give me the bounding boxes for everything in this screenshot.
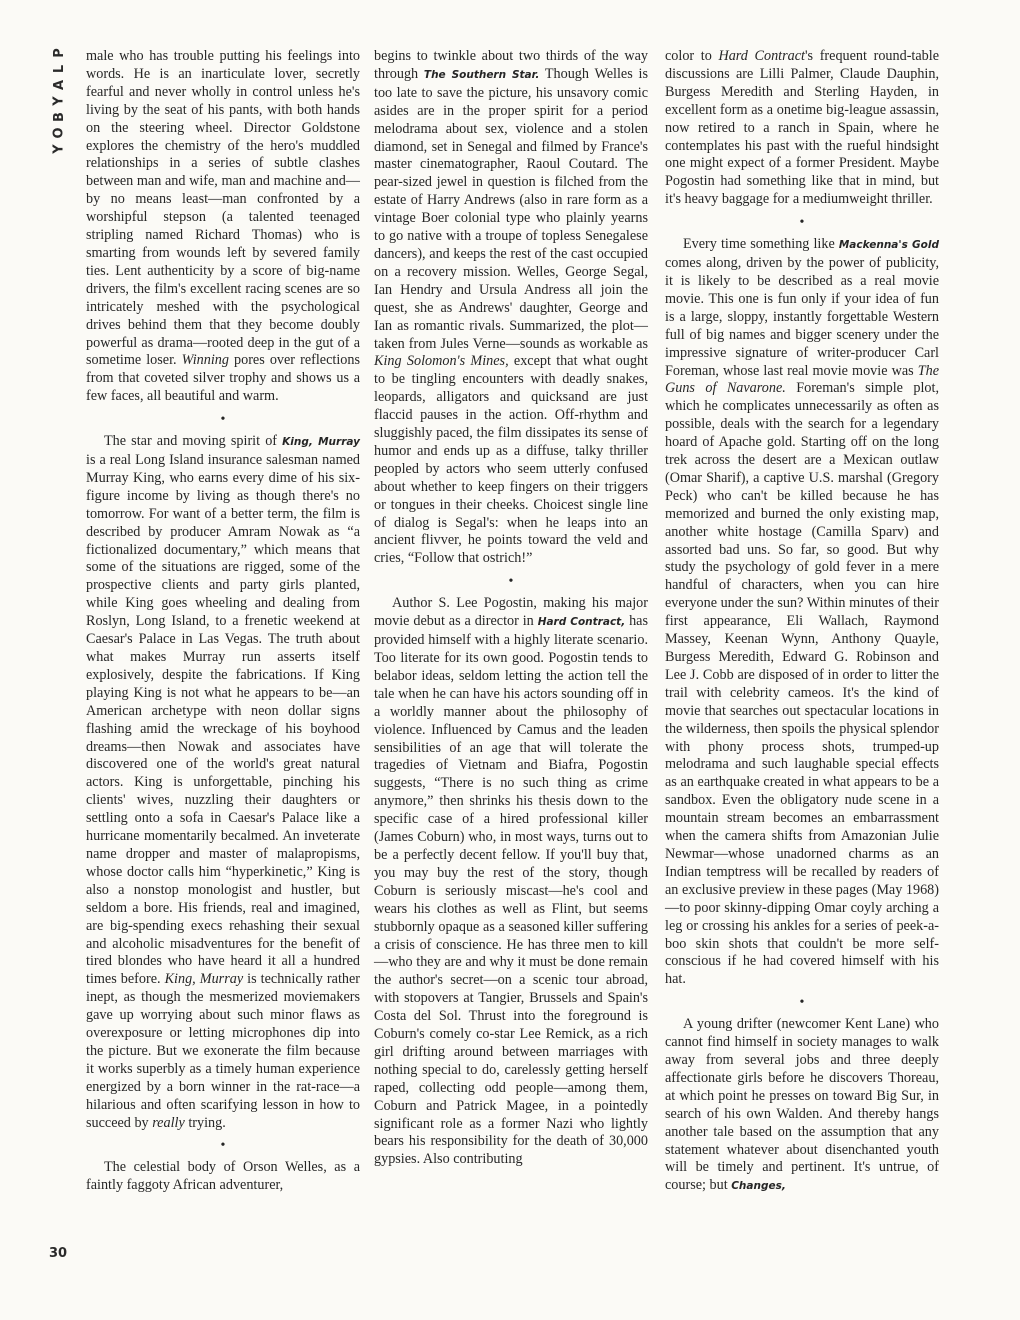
film-title: Hard Contract,	[537, 616, 626, 629]
review-paragraph-hard-contract-end: color to Hard Contract's frequent round-table discussions are Lilli Palmer, Claude Dauphin, Burgess Meredith and Sterling Hayden, in excellent form as a onetime big-league assassin, now retired to a ranch in Spain, where he contemplates his past with the rueful hindsight one might expect of a former President. Maybe Pogostin had something like that in mind, but it's heavy baggage for a mediumweight thriller.	[665, 48, 939, 208]
section-separator: •	[220, 412, 226, 428]
film-title: Mackenna's Gold	[838, 239, 939, 252]
review-paragraph-king-murray: The star and moving spirit of King, Murray is a real Long Island insurance salesman named Murray King, who earns every dime of his six-figure income by living as though there's no tomorrow. For want of a better term, the film is described by producer Amram Nowak as “a fictionalized documentary,” which means that some of the situations are rigged, some of the prospective clients and party girls planted, while King goes wheeling and dealing from Roslyn, Long Island, to a frenetic weekend at Caesar's Palace in Las Vegas. The truth about what makes Murray run asserts itself explosively, despite the fabrications. If King playing King is not what he appears to be—an American archetype with neon dollar signs flashing amid the wreckage of his boyhood dreams—then Nowak and associates have discovered one of the world's great natural actors. King is unforgettable, pinching his clients' wives, nuzzling their daughters or settling onto a sofa in Caesar's Palace like a hurricane momentarily becalmed. An inveterate name dropper and master of malapropisms, whose doctor calls him “hyperkinetic,” King is also a nonstop monologist and hustler, but seldom a bore. His friends, real and imagined, are big-spending execs rehashing their sexual and alcoholic misadventures for the benefit of tired blondes who have heard it all a hundred times before. King, Murray is technically rather inept, as though the mesmerized moviemakers gave up worrying about such minor flaws as overexposure or letting microphones dip into the picture. But we exonerate the film because it works superbly as a timely human experience energized by a born winner in the rat-race—a hilarious and often scarifying lesson in how to succeed by really trying.	[86, 433, 361, 1131]
review-paragraph-hard-contract: Author S. Lee Pogostin, making his major movie debut as a director in Hard Contract, has provided himself with a highly literate scenario. Too literate for its own good. Pogostin tends to belabor ideas, seldom letting the action tell the tale when he can have his actors sounding off in a worldly manner about the philosophy of violence. Influenced by Camus and the leaden sensibilities of an age that will tolerate the tragedies of Vietnam and Biafra, Pogostin suggests, “There is no such thing as crime anymore,” then shrinks his thesis down to the specific case of a hired professional killer (James Coburn) who, in most ways, turns out to be a perfectly decent fellow. If you'll buy that, you may buy the rest of the story, though Coburn is seriously miscast—he's cool and wears his clothes as well as Flint, but seems stubbornly opaque as a seasoned killer suffering a crisis of conscience. He has three men to kill—who they are and why it must be done remain the author's secret—on a scenic tour abroad, with stopovers at Tangier, Brussels and Spain's Costa del Sol. Thrust into the foreground is Coburn's comely co-star Lee Remick, as a rich girl drifting around between marriages with nothing special to do, carelessly getting herself raped, collecting odd people—among them, Coburn and Patrick Magee, in a pointedly significant role as a former Nazi who lightly bears his responsibility for the death of 30,000 gypsies. Also contributing	[374, 595, 649, 1168]
review-paragraph-winning: male who has trouble putting his feelings into words. He is an inarticulate lover, secretly fearful and never wholly in control unless he's living by the seat of his pants, with both hands on the steering wheel. Director Goldstone explores the chemistry of the hero's muddled relationships in a series of subtle clashes between man and wife, man and machine and—by no means least—man confronted by a worshipful stepson (a talented teenaged stripling named Richard Thomas) who is smarting from wounds left by severed family ties. Lent authenticity by a score of big-name drivers, the film's excellent racing scenes are so intricately meshed with the psychological drives behind them that they become doubly powerful as drama—rooted deep in the gut of a sometime loser. Winning pores over reflections from that coveted silver trophy and shows us a few faces, all beautiful and warm.	[86, 48, 360, 405]
logo-letter: O	[52, 127, 67, 139]
review-paragraph-changes: A young drifter (newcomer Kent Lane) who cannot find himself in society manages to walk away from several jobs and three deeply affectionate girls before he discovers Thoreau, at which point he presses on toward Big Sur, in search of his own Walden. And thereby hangs another tale based on the assumption that any statement whatever about disenchanted youth will be timely and pertinent. It's untrue, of course; but Changes,	[665, 1016, 939, 1194]
review-paragraph-southern-star: begins to twinkle about two thirds of the way through The Southern Star. Though Welles is too late to save the picture, his unsavory comic asides are in the proper spirit for a period melodrama about sex, violence and a stolen diamond, set in Senegal and filmed by France's master cinematographer, Raoul Coutard. The pear-sized jewel in question is filched from the estate of Harry Andrews (also in rare form as a vintage Boer colonial type who plainly yearns to go native with a troupe of topless Senegalese dancers), and keeps the rest of the cast occupied on a recovery mission. Welles, George Segal, Ian Hendry and Ursula Andress all join the quest, she as Andrews' daughter, George and Ian as romantic rivals. Summarized, the plot—taken from Jules Verne—sounds as workable as King Solomon's Mines, except that what ought to be tingling encounters with deadly snakes, leopards, alligators and quicksand are just flaccid pauses in the action. Off-rhythm and sluggishly paced, the film dissipates its sense of humor and ends up as a diffuse, talky thriller peopled by actors who seem utterly confused about whether to keep fingers on their triggers or tongues in their cheeks. Choicest single line of dialog is Segal's: when he leaps into an ancient flivver, he points toward the veld and cries, “Follow that ostrich!”	[374, 48, 648, 567]
film-title: Winning	[181, 352, 229, 369]
logo-letter: A	[52, 79, 67, 91]
page-number: 30	[49, 1246, 68, 1261]
logo-letter: P	[52, 48, 67, 58]
film-title: The Southern Star.	[423, 68, 540, 81]
film-title: King, Murray	[282, 436, 360, 449]
section-separator: •	[220, 1138, 226, 1154]
logo-letter: B	[51, 112, 67, 122]
article-column-3	[665, 48, 939, 1196]
review-paragraph-southern-star-start: The celestial body of Orson Welles, as a faintly faggoty African adventurer,	[86, 1159, 360, 1194]
article-column-2	[374, 48, 648, 1169]
logo-letter: Y	[51, 144, 67, 154]
section-separator: •	[799, 995, 805, 1011]
film-title: King, Murray	[164, 971, 244, 988]
logo-letter: Y	[51, 96, 67, 106]
review-paragraph-mackennas-gold: Every time something like Mackenna's Gold comes along, driven by the power of publicity, it is likely to be described as a real movie movie. This one is fun only if your idea of fun is a large, sloppy, instantly forgettable Western full of big names and bigger scenery under the impressive signature of writer-producer Carl Foreman, whose last real movie movie was The Guns of Navarone. Foreman's simple plot, which he complicates unnecessarily as often as possible, deals with the search for a legendary hoard of Apache gold. Starting off on the long trek across the desert are a Mexican outlaw (Omar Sharif), a captive U.S. marshal (Gregory Peck) who can't be killed because he has memorized and burned the only existing map, another white hostage (Camilla Sparv) and assorted bad uns. So far, so good. But why study the psychology of gold fever in a mere handful of characters, when you can hire everyone under the sun? Within minutes of their first appearance, Eli Wallach, Raymond Massey, Keenan Wynn, Anthony Quayle, Burgess Meredith, Edward G. Robinson and Lee J. Cobb are disposed of in order to litter the trail with celebrity cameos. It's the kind of movie that searches out spectacular locations in the wilderness, then spoils the physical splendor with phony process shots, trumped-up melodrama and such laughable special effects as an earthquake created in what appears to be a sandbox. Even the obligatory nude scene in a mountain stream becomes an embarrassment when the camera shifts from Amazonian Julie Newmar—whose unadorned charms as an Indian temptress will be recalled by readers of an exclusive preview in these pages (May 1968)—to poor skinny-dipping Omar coyly arching a leg or crossing his ankles for a series of peek-a-boo skin shots that couldn't be more self-conscious if he had covered himself with his hat.	[665, 236, 939, 988]
film-title: Changes,	[731, 1180, 786, 1193]
section-separator: •	[508, 574, 514, 590]
section-separator: •	[799, 215, 805, 231]
article-column-1	[86, 48, 360, 1195]
film-title: Hard Contract	[718, 48, 805, 64]
film-title: The Guns of Navarone.	[665, 362, 939, 397]
emphasis: really	[152, 1114, 185, 1131]
logo-letter: L	[51, 64, 67, 74]
magazine-side-logo	[50, 46, 70, 156]
book-title: King Solomon's Mines,	[374, 353, 509, 370]
